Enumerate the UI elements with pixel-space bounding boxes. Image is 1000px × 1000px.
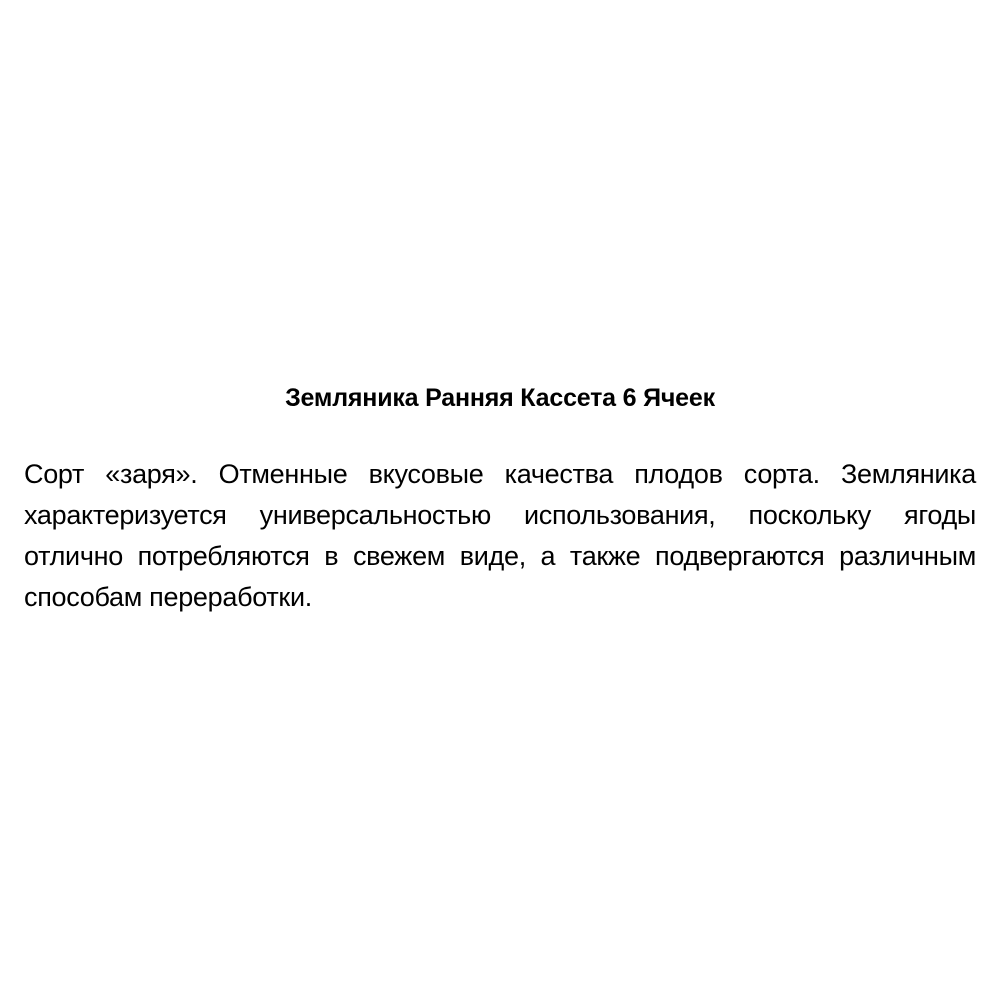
product-title: Земляника Ранняя Кассета 6 Ячеек xyxy=(285,384,715,412)
product-description-block xyxy=(24,376,976,618)
product-description: Сорт «заря». Отменные вкусовые качества плодов сорта. Земляника характеризуется универсальностью использования, поскольку ягоды отлично потребляются в свежем виде, а также подвергаются различным способам переработки. xyxy=(24,459,976,612)
